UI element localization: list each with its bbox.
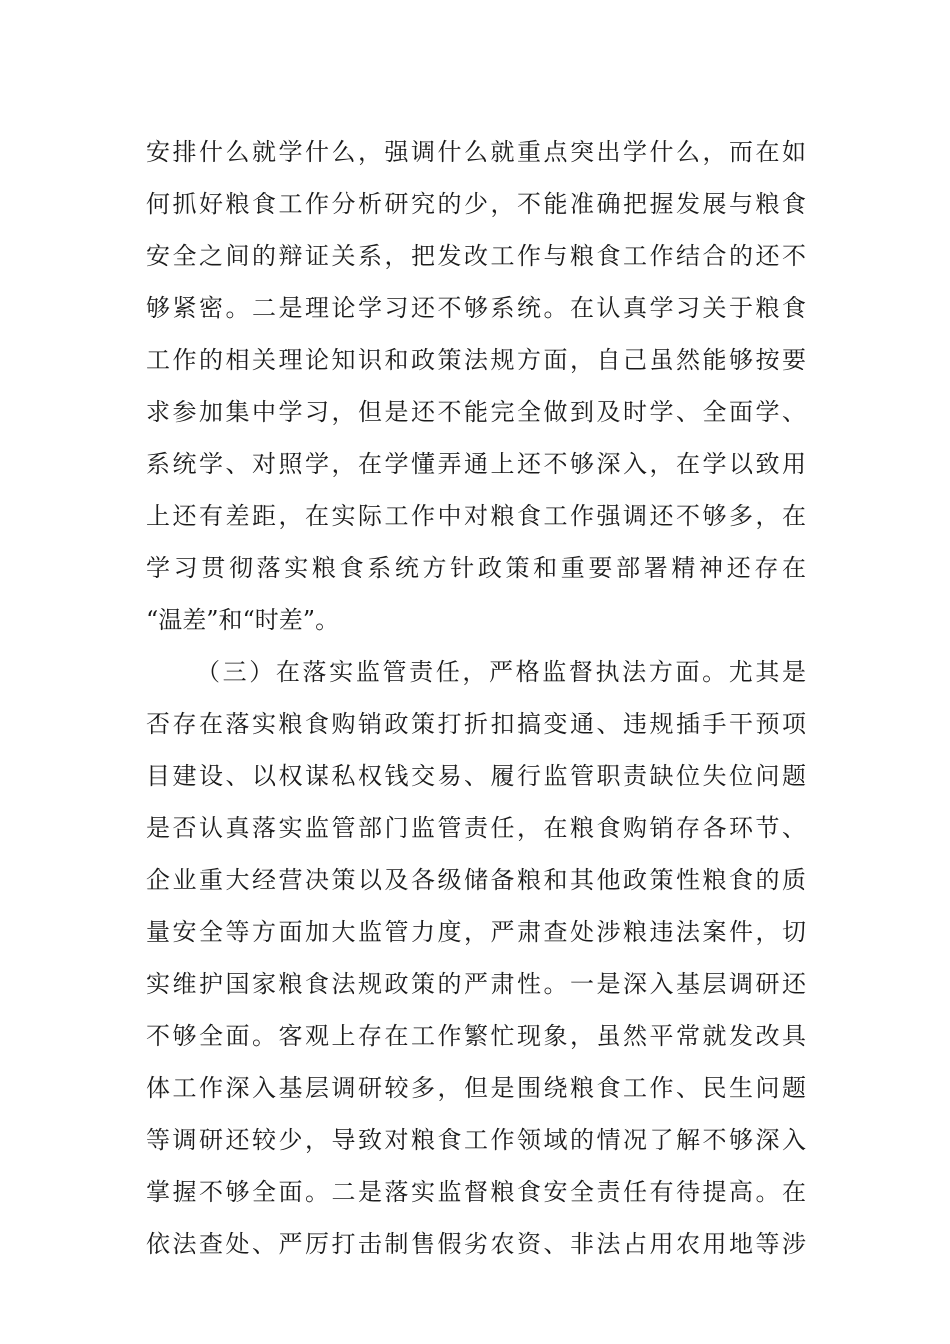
text-line: 求参加集中学习，但是还不能完全做到及时学、全面学、 xyxy=(146,398,806,426)
text-line: 安全之间的辩证关系，把发改工作与粮食工作结合的还不 xyxy=(146,242,806,270)
text-line: 工作的相关理论知识和政策法规方面，自己虽然能够按要 xyxy=(146,346,806,374)
text-line: “温差”和“时差”。 xyxy=(146,606,340,634)
text-line: 否存在落实粮食购销政策打折扣搞变通、违规插手干预项 xyxy=(146,710,806,738)
text-line: 量安全等方面加大监管力度，严肃查处涉粮违法案件，切 xyxy=(146,918,806,946)
text-line: 体工作深入基层调研较多，但是围绕粮食工作、民生问题 xyxy=(146,1074,806,1102)
text-line: 不够全面。客观上存在工作繁忙现象，虽然平常就发改具 xyxy=(146,1022,806,1050)
text-line: 等调研还较少，导致对粮食工作领域的情况了解不够深入 xyxy=(146,1126,806,1154)
text-line: 实维护国家粮食法规政策的严肃性。一是深入基层调研还 xyxy=(146,970,806,998)
body-text xyxy=(146,126,806,1270)
text-line: 系统学、对照学，在学懂弄通上还不够深入，在学以致用 xyxy=(146,450,806,478)
text-line: 目建设、以权谋私权钱交易、履行监管职责缺位失位问题 xyxy=(146,762,806,790)
text-line: 依法查处、严厉打击制售假劣农资、非法占用农用地等涉 xyxy=(146,1230,806,1258)
text-line: 企业重大经营决策以及各级储备粮和其他政策性粮食的质 xyxy=(146,866,806,894)
text-line: 何抓好粮食工作分析研究的少，不能准确把握发展与粮食 xyxy=(146,190,806,218)
text-line: 上还有差距，在实际工作中对粮食工作强调还不够多，在 xyxy=(146,502,806,530)
text-line: 是否认真落实监管部门监管责任，在粮食购销存各环节、 xyxy=(146,814,806,842)
text-line: 够紧密。二是理论学习还不够系统。在认真学习关于粮食 xyxy=(146,294,806,322)
text-line: 掌握不够全面。二是落实监督粮食安全责任有待提高。在 xyxy=(146,1178,806,1206)
section-heading-line: （三）在落实监管责任，严格监督执法方面。尤其是 xyxy=(196,658,806,686)
text-line: 安排什么就学什么，强调什么就重点突出学什么，而在如 xyxy=(146,138,806,166)
text-line: 学习贯彻落实粮食系统方针政策和重要部署精神还存在 xyxy=(146,554,806,582)
